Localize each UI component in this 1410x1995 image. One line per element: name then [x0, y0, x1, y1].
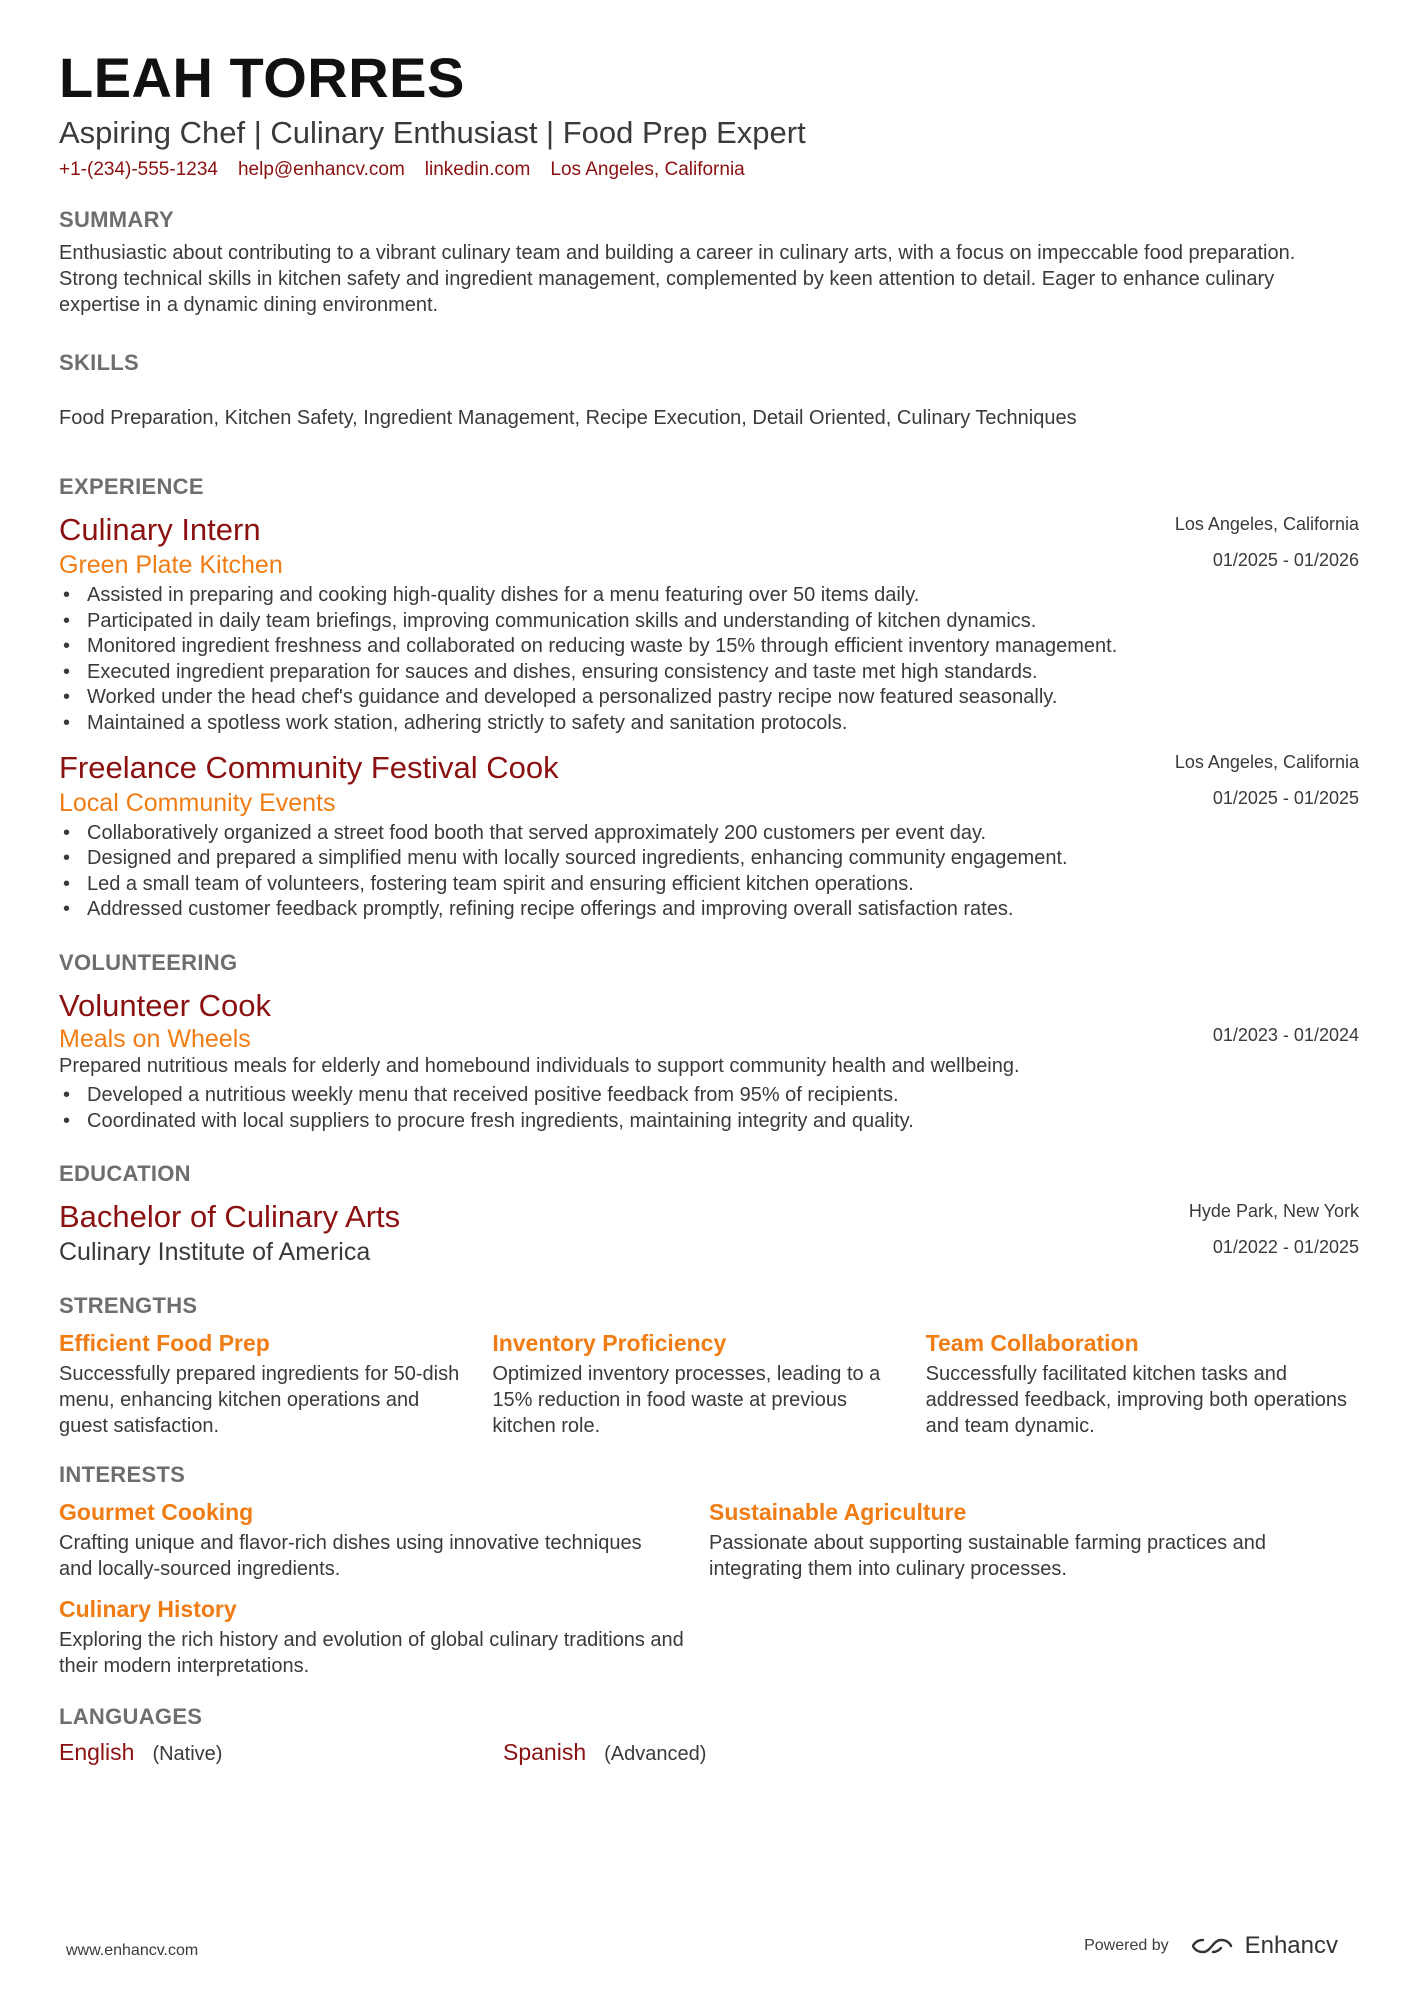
strengths-section: [59, 1292, 1359, 1439]
bullet-item: • Worked under the head chef's guidance and developed a personalized pastry recipe now featured seasonally.: [87, 685, 1359, 711]
language-level: (Native): [152, 1743, 223, 1766]
email-link[interactable]: help@enhancv.com: [237, 159, 405, 180]
interests-section: [59, 1461, 1359, 1679]
languages-list: [59, 1739, 1359, 1766]
bullet-item: • Developed a nutritious weekly menu that received positive feedback from 95% of recipients.: [87, 1083, 1359, 1109]
entry-dates: 01/2025 - 01/2025: [1212, 787, 1359, 808]
language-item: [503, 1739, 947, 1766]
language-name: English: [59, 1739, 135, 1766]
entry-description: Prepared nutritious meals for elderly and homebound individuals to support community health and wellbeing.: [59, 1054, 1020, 1077]
bullet-item: • Led a small team of volunteers, fostering team spirit and ensuring efficient kitchen operations.: [87, 872, 1359, 898]
interest-title: Gourmet Cooking: [59, 1499, 254, 1526]
interests-grid-row2: [59, 1594, 1359, 1679]
entry-school: Culinary Institute of America: [59, 1238, 371, 1267]
bullet-item: • Collaboratively organized a street food booth that served approximately 200 customers per event day.: [87, 821, 1359, 847]
volunteering-section: [59, 949, 1359, 1134]
strength-item: [492, 1328, 925, 1439]
entry-role: Volunteer Cook: [59, 987, 271, 1023]
resume-header: [59, 42, 1359, 182]
enhancv-logo-icon: [1189, 1934, 1235, 1958]
entry-location: Hyde Park, New York: [1188, 1201, 1359, 1222]
resume-content: [59, 42, 1359, 1766]
bullet-item: • Maintained a spotless work station, adhering strictly to safety and sanitation protocols.: [87, 711, 1359, 737]
section-title-education: EDUCATION: [59, 1161, 191, 1187]
footer-branding: [1084, 1932, 1338, 1960]
section-title-strengths: STRENGTHS: [59, 1293, 198, 1319]
powered-by-label: Powered by: [1084, 1937, 1169, 1954]
entry-bullets: [59, 821, 1359, 923]
language-item: [59, 1739, 503, 1766]
volunteering-entry: [59, 987, 1359, 1134]
languages-section: [59, 1703, 1359, 1766]
entry-dates: 01/2023 - 01/2024: [1212, 1024, 1359, 1045]
contact-info: [59, 158, 1359, 182]
strength-item: [59, 1328, 492, 1439]
bullet-item: • Participated in daily team briefings, improving communication skills and understanding of kitchen dynamics.: [87, 609, 1359, 635]
entry-location: Los Angeles, California: [1174, 514, 1359, 534]
interest-item: [59, 1497, 709, 1582]
section-title-volunteering: VOLUNTEERING: [59, 949, 238, 975]
experience-section: [59, 473, 1359, 923]
summary-section: [59, 206, 1359, 318]
education-entry: [59, 1198, 1359, 1268]
candidate-headline: Aspiring Chef | Culinary Enthusiast | Food Prep Expert: [59, 115, 806, 150]
entry-dates: 01/2022 - 01/2025: [1212, 1237, 1359, 1258]
interest-text: Passionate about supporting sustainable farming practices and integrating them into culinary processes.: [709, 1532, 1267, 1581]
entry-dates: 01/2025 - 01/2026: [1212, 550, 1359, 570]
skills-text: Food Preparation, Kitchen Safety, Ingredient Management, Recipe Execution, Detail Oriented, Culinary Techniques: [59, 407, 1077, 429]
interest-item: [59, 1594, 725, 1679]
strength-title: Team Collaboration: [925, 1330, 1139, 1357]
interest-text: Crafting unique and flavor-rich dishes using innovative techniques and locally-sourced ingredients.: [59, 1532, 642, 1581]
bullet-item: • Designed and prepared a simplified menu with locally sourced ingredients, enhancing community engagement.: [87, 846, 1359, 872]
bullet-item: • Coordinated with local suppliers to procure fresh ingredients, maintaining integrity and quality.: [87, 1109, 1359, 1135]
strength-text: Optimized inventory processes, leading to a 15% reduction in food waste at previous kitchen role.: [492, 1363, 881, 1438]
footer-website-link[interactable]: www.enhancv.com: [66, 1942, 199, 1959]
linkedin-link[interactable]: linkedin.com: [424, 159, 531, 180]
summary-text: Enthusiastic about contributing to a vibrant culinary team and building a career in culinary arts, with a focus on impeccable food preparation. Strong technical skills in kitchen safety and ingredient management, complemented by keen attention to detail. Eager to enhance culinary expertise in a dynamic dining environment.: [59, 242, 1296, 316]
skills-section: [59, 349, 1359, 431]
bullet-item: • Monitored ingredient freshness and collaborated on reducing waste by 15% through efficient inventory management.: [87, 634, 1359, 660]
section-title-experience: EXPERIENCE: [59, 474, 204, 499]
entry-degree: Bachelor of Culinary Arts: [59, 1199, 401, 1235]
brand-logo[interactable]: [1189, 1932, 1338, 1960]
phone[interactable]: +1-(234)-555-1234: [59, 159, 218, 180]
entry-role: Freelance Community Festival Cook: [59, 749, 559, 785]
section-title-languages: LANGUAGES: [59, 1704, 203, 1730]
strength-title: Efficient Food Prep: [59, 1330, 270, 1357]
experience-entry: [59, 511, 1359, 737]
candidate-name: LEAH TORRES: [59, 46, 465, 109]
section-title-summary: SUMMARY: [59, 207, 174, 232]
entry-bullets: [59, 583, 1359, 737]
entry-role: Culinary Intern: [59, 512, 261, 547]
entry-location: Los Angeles, California: [1174, 751, 1359, 772]
language-name: Spanish: [503, 1739, 587, 1766]
bullet-item: • Assisted in preparing and cooking high-quality dishes for a menu featuring over 50 items daily.: [87, 583, 1359, 609]
experience-entry: [59, 749, 1359, 923]
interest-title: Sustainable Agriculture: [709, 1499, 967, 1526]
interest-title: Culinary History: [59, 1596, 237, 1623]
interest-text: Exploring the rich history and evolution of global culinary traditions and their modern interpretations.: [59, 1629, 684, 1678]
bullet-item: • Executed ingredient preparation for sauces and dishes, ensuring consistency and taste met high standards.: [87, 660, 1359, 686]
brand-name: Enhancv: [1244, 1932, 1338, 1959]
language-level: (Advanced): [604, 1743, 707, 1766]
bullet-item: • Addressed customer feedback promptly, refining recipe offerings and improving overall satisfaction rates.: [87, 897, 1359, 923]
interests-grid: [59, 1497, 1359, 1582]
interest-item: [709, 1497, 1359, 1582]
strengths-grid: [59, 1328, 1359, 1439]
section-title-interests: INTERESTS: [59, 1462, 186, 1488]
location: Los Angeles, California: [550, 159, 745, 180]
entry-company: Local Community Events: [59, 788, 336, 817]
strength-title: Inventory Proficiency: [492, 1330, 727, 1357]
entry-org: Meals on Wheels: [59, 1024, 251, 1053]
strength-text: Successfully prepared ingredients for 50-dish menu, enhancing kitchen operations and guest satisfaction.: [59, 1363, 460, 1438]
entry-bullets: [59, 1083, 1359, 1134]
entry-company: Green Plate Kitchen: [59, 551, 283, 579]
strength-item: [926, 1328, 1359, 1439]
section-title-skills: SKILLS: [59, 350, 140, 375]
education-section: [59, 1160, 1359, 1268]
strength-text: Successfully facilitated kitchen tasks and addressed feedback, improving both operations and team dynamic.: [925, 1363, 1348, 1438]
